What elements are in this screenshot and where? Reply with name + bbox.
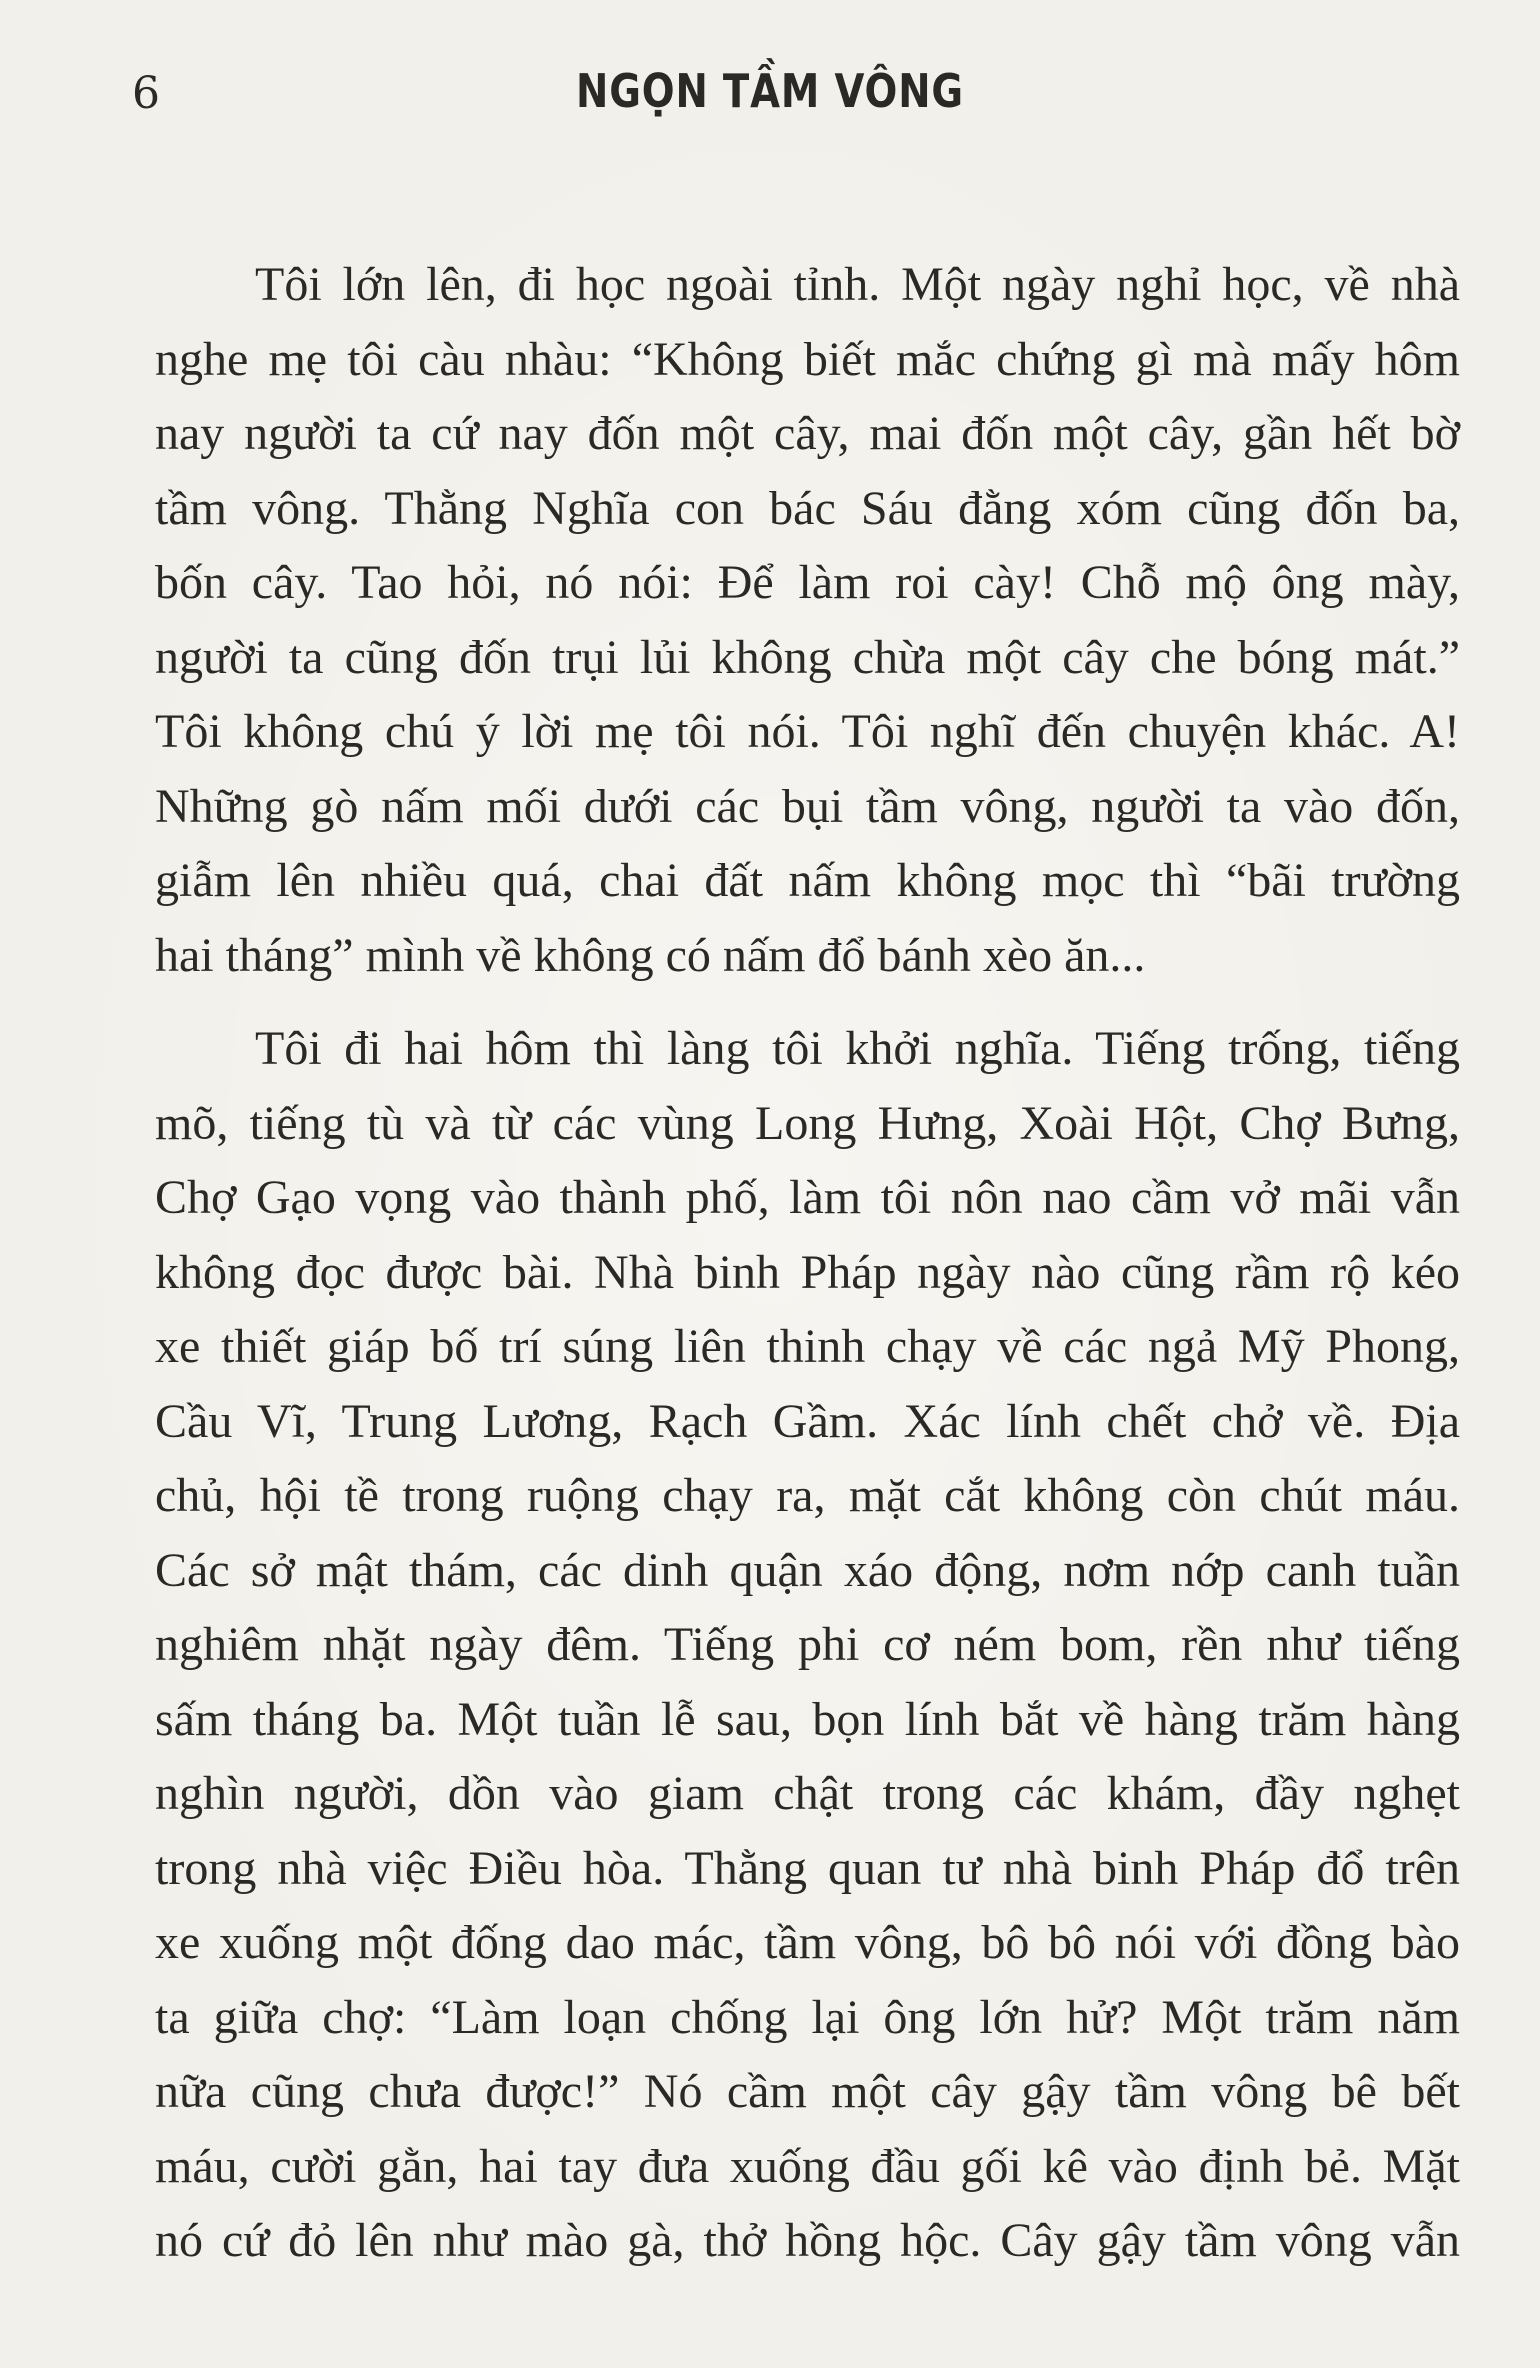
text-line: giẫm lên nhiều quá, chai đất nấm không mọc thì “bãi trường — [155, 854, 1460, 907]
text-line: máu, cười gằn, hai tay đưa xuống đầu gối kê vào định bẻ. Mặt — [155, 2139, 1460, 2193]
paragraph — [155, 248, 1460, 993]
text-line: xe xuống một đống dao mác, tầm vông, bô bô nói với đồng bào — [155, 1916, 1460, 1969]
text-line: Tôi lớn lên, đi học ngoài tỉnh. Một ngày nghỉ học, về nhà — [255, 258, 1460, 311]
text-line: Tôi đi hai hôm thì làng tôi khởi nghĩa. Tiếng trống, tiếng — [255, 1022, 1460, 1075]
text-line: nghe mẹ tôi càu nhàu: “Không biết mắc chứng gì mà mấy hôm — [155, 332, 1460, 386]
running-header — [0, 62, 1540, 142]
paragraph-gap — [155, 993, 1460, 1012]
text-line: nó cứ đỏ lên như mào gà, thở hồng hộc. Cây gậy tầm vông vẫn — [155, 2214, 1460, 2267]
text-line: nghiêm nhặt ngày đêm. Tiếng phi cơ ném bom, rền như tiếng — [155, 1618, 1460, 1671]
text-line: tầm vông. Thằng Nghĩa con bác Sáu đằng xóm cũng đốn ba, — [155, 481, 1460, 535]
text-line: Những gò nấm mối dưới các bụi tầm vông, người ta vào đốn, — [155, 779, 1460, 833]
text-line: chủ, hội tề trong ruộng chạy ra, mặt cắt không còn chút máu. — [155, 1469, 1460, 1522]
text-line: ta giữa chợ: “Làm loạn chống lại ông lớn hử? Một trăm năm — [155, 1990, 1460, 2044]
body-text — [155, 248, 1460, 2279]
text-line: nữa cũng chưa được!” Nó cầm một cây gậy tầm vông bê bết — [155, 2065, 1460, 2118]
text-line: không đọc được bài. Nhà binh Pháp ngày nào cũng rầm rộ kéo — [155, 1245, 1460, 1299]
page-number: 6 — [132, 68, 160, 119]
text-line: người ta cũng đốn trụi lủi không chừa một cây che bóng mát.” — [155, 630, 1460, 684]
text-line: sấm tháng ba. Một tuần lễ sau, bọn lính bắt về hàng trăm hàng — [155, 1692, 1460, 1746]
text-line: Các sở mật thám, các dinh quận xáo động, nơm nớp canh tuần — [155, 1543, 1460, 1597]
text-line: trong nhà việc Điều hòa. Thằng quan tư nhà binh Pháp đổ trên — [155, 1841, 1460, 1895]
paragraph — [155, 1012, 1460, 2279]
text-line: Cầu Vĩ, Trung Lương, Rạch Gầm. Xác lính chết chở về. Địa — [155, 1394, 1460, 1448]
chapter-title: NGỌN TẦM VÔNG — [576, 64, 964, 118]
text-line: Chợ Gạo vọng vào thành phố, làm tôi nôn nao cầm vở mãi vẫn — [155, 1171, 1460, 1224]
text-line: bốn cây. Tao hỏi, nó nói: Để làm roi cày! Chỗ mộ ông mày, — [155, 556, 1460, 609]
text-line: Tôi không chú ý lời mẹ tôi nói. Tôi nghĩ đến chuyện khác. A! — [155, 705, 1460, 758]
text-line: nay người ta cứ nay đốn một cây, mai đốn một cây, gần hết bờ — [155, 407, 1460, 460]
text-line: mõ, tiếng tù và từ các vùng Long Hưng, Xoài Hột, Chợ Bưng, — [155, 1096, 1460, 1150]
text-line: xe thiết giáp bố trí súng liên thinh chạy về các ngả Mỹ Phong, — [155, 1320, 1460, 1373]
text-line: nghìn người, dồn vào giam chật trong các khám, đầy nghẹt — [155, 1767, 1460, 1820]
text-line: hai tháng” mình về không có nấm đổ bánh xèo ăn... — [155, 928, 1146, 982]
